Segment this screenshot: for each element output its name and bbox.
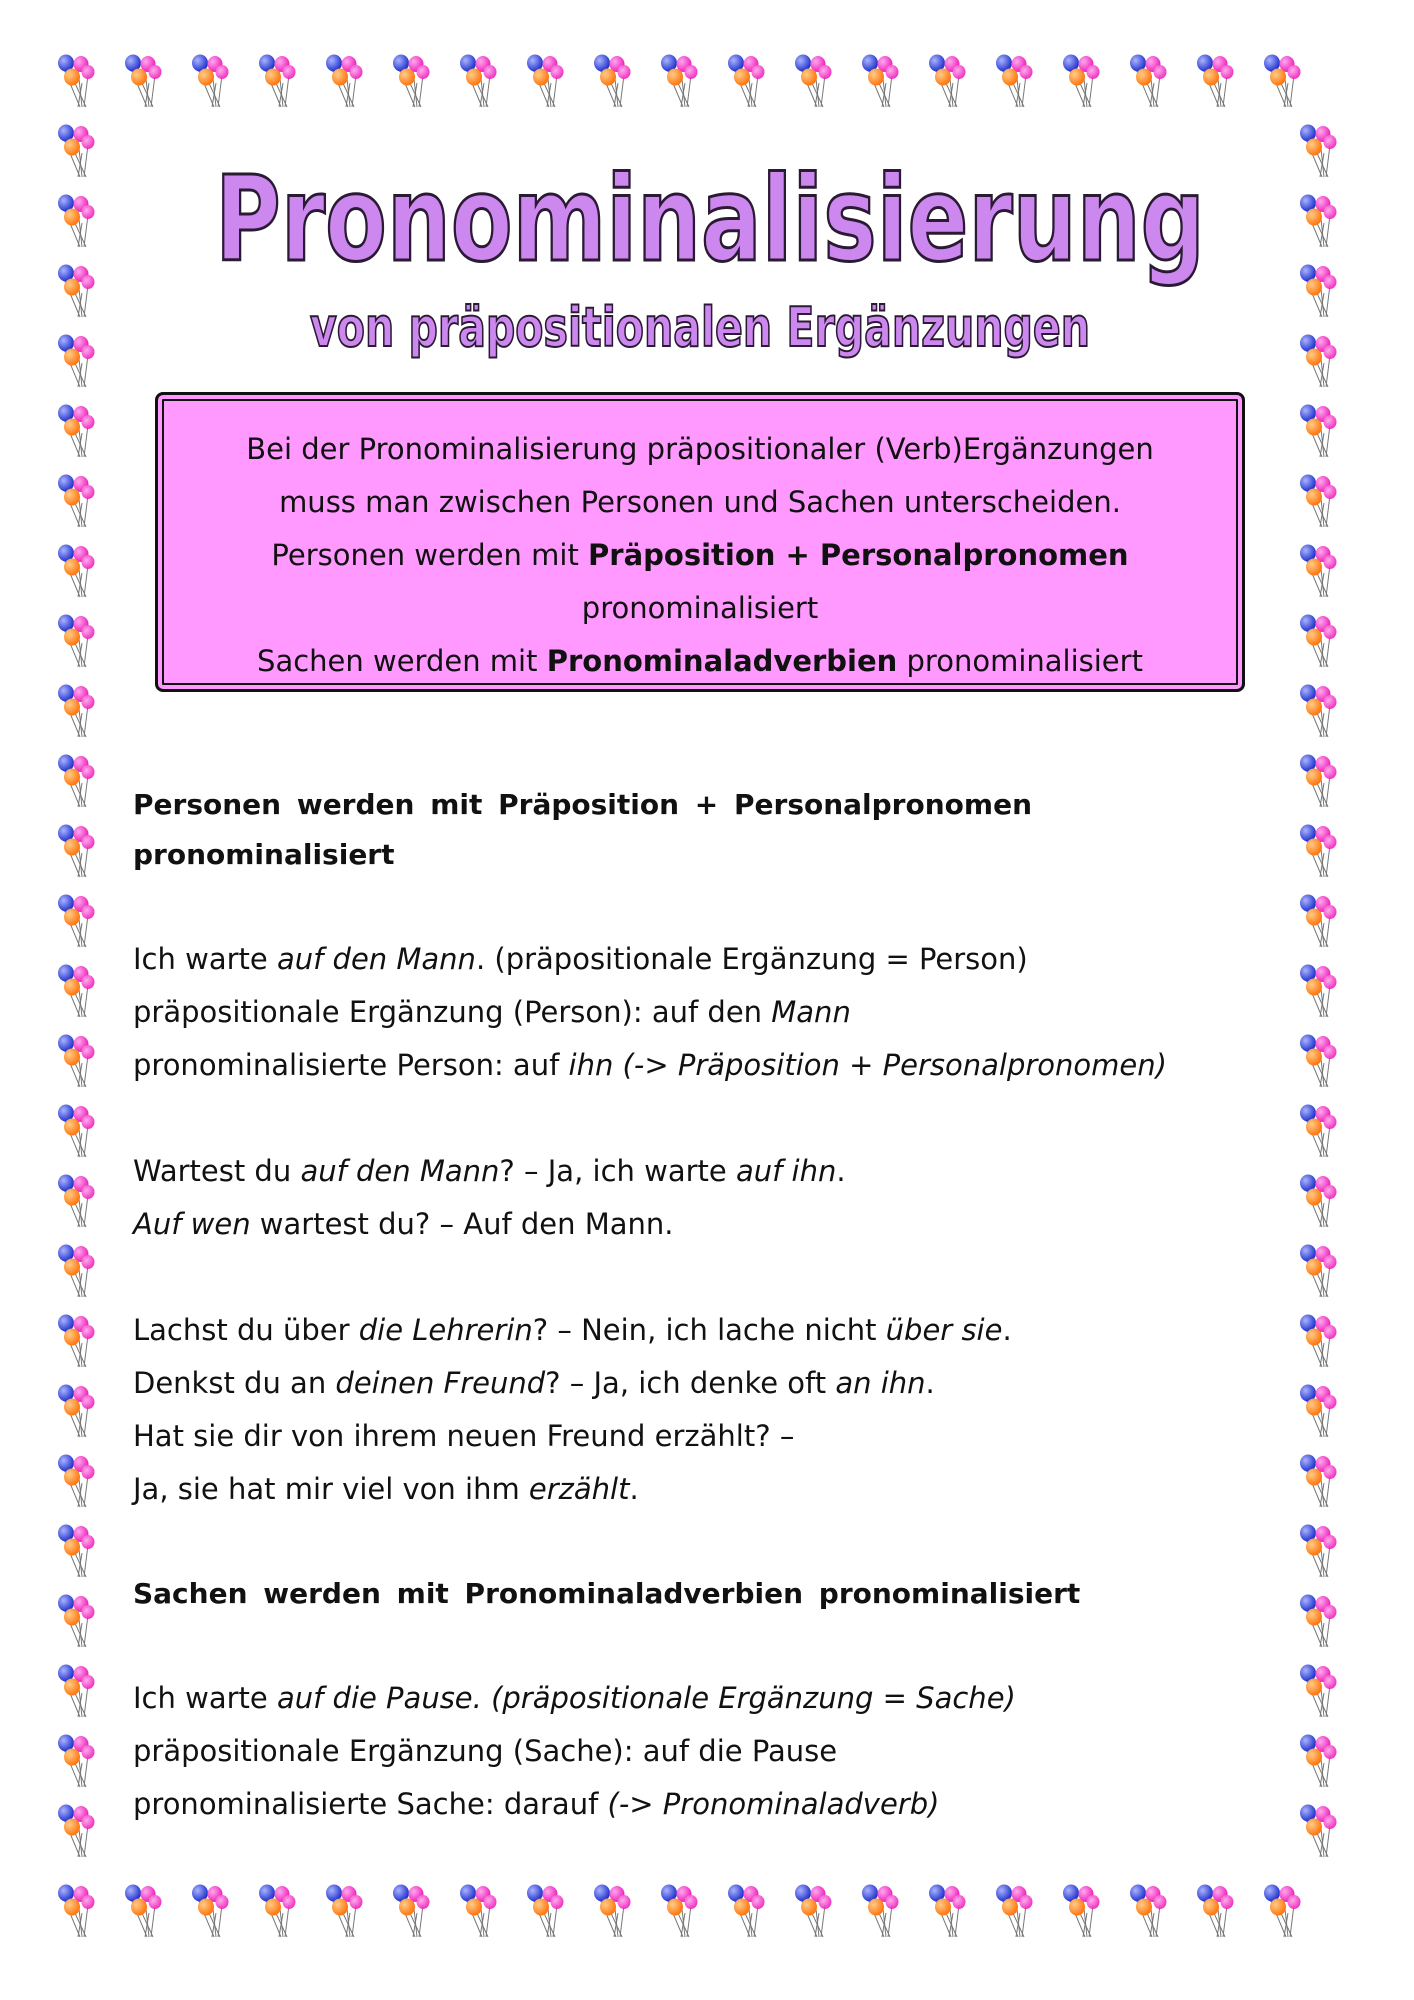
example-line: Ja, sie hat mir viel von ihm erzählt. [133, 1472, 639, 1506]
balloon-bunch-icon [460, 1885, 497, 1938]
balloon-bunch-icon [58, 1665, 95, 1718]
balloon-bunch-icon [58, 1885, 95, 1938]
info-emphasis: Präposition + Personalpronomen [588, 538, 1129, 572]
balloon-bunch-icon [58, 545, 95, 598]
balloon-bunch-icon [1300, 335, 1337, 388]
balloon-bunch-icon [58, 895, 95, 948]
balloon-bunch-icon [862, 55, 899, 108]
balloon-bunch-icon [795, 1885, 832, 1938]
balloon-bunch-icon [1300, 1245, 1337, 1298]
balloon-bunch-icon [1300, 685, 1337, 738]
balloon-bunch-icon [58, 755, 95, 808]
example-line: Auf wen wartest du? – Auf den Mann. [133, 1207, 674, 1241]
balloon-bunch-icon [58, 1175, 95, 1228]
balloon-bunch-icon [58, 965, 95, 1018]
balloon-bunch-icon [58, 1385, 95, 1438]
balloon-bunch-icon [58, 195, 95, 248]
balloon-bunch-icon [1300, 1455, 1337, 1508]
balloon-bunch-icon [1300, 1035, 1337, 1088]
balloon-bunch-icon [594, 55, 631, 108]
info-line [158, 476, 1242, 529]
balloon-bunch-icon [58, 825, 95, 878]
balloon-bunch-icon [125, 1885, 162, 1938]
info-text: pronominalisiert [897, 644, 1143, 678]
balloon-bunch-icon [58, 1455, 95, 1508]
example-line: pronominalisierte Person: auf ihn (-> Präposition + Personalpronomen) [133, 1048, 1167, 1082]
balloon-bunch-icon [1063, 55, 1100, 108]
balloon-bunch-icon [1264, 55, 1301, 108]
balloon-bunch-icon [1130, 55, 1167, 108]
example-line: präpositionale Ergänzung (Sache): auf die Pause [133, 1734, 838, 1768]
info-text: Sachen werden mit [257, 644, 547, 678]
section-heading-persons: Personen werden mit Präposition + Personalpronomen pronominalisiert [133, 788, 1032, 871]
example-line: Wartest du auf den Mann? – Ja, ich warte auf ihn. [133, 1154, 846, 1188]
balloon-bunch-icon [1300, 195, 1337, 248]
balloon-bunch-icon [1300, 125, 1337, 178]
balloon-bunch-icon [1300, 1735, 1337, 1788]
info-emphasis: Pronominaladverbien [546, 644, 898, 678]
balloon-bunch-icon [58, 1035, 95, 1088]
balloon-bunch-icon [1300, 1665, 1337, 1718]
balloon-bunch-icon [125, 55, 162, 108]
info-text: Bei der Pronominalisierung präpositionaler (Verb)Ergänzungen [246, 432, 1154, 466]
balloon-bunch-icon [58, 1105, 95, 1158]
balloon-bunch-icon [661, 1885, 698, 1938]
balloon-bunch-icon [192, 1885, 229, 1938]
page-subtitle [300, 288, 1100, 368]
balloon-bunch-icon [527, 1885, 564, 1938]
balloon-bunch-icon [58, 125, 95, 178]
page-title [200, 140, 1220, 300]
balloon-bunch-icon [1300, 1525, 1337, 1578]
balloon-bunch-icon [1300, 755, 1337, 808]
balloon-bunch-icon [1300, 965, 1337, 1018]
balloon-bunch-icon [1300, 615, 1337, 668]
balloon-bunch-icon [58, 615, 95, 668]
balloon-bunch-icon [862, 1885, 899, 1938]
balloon-bunch-icon [1300, 1175, 1337, 1228]
balloon-bunch-icon [58, 1315, 95, 1368]
section-heading-things: Sachen werden mit Pronominaladverbien pronominalisiert [133, 1577, 1081, 1610]
balloon-bunch-icon [1300, 475, 1337, 528]
balloon-bunch-icon [259, 1885, 296, 1938]
balloon-bunch-icon [393, 55, 430, 108]
example-line: präpositionale Ergänzung (Person): auf den Mann [133, 995, 851, 1029]
example-line: Denkst du an deinen Freund? – Ja, ich denke oft an ihn. [133, 1366, 935, 1400]
balloon-bunch-icon [1300, 1595, 1337, 1648]
balloon-bunch-icon [58, 335, 95, 388]
balloon-bunch-icon [996, 55, 1033, 108]
info-line [158, 423, 1242, 476]
balloon-bunch-icon [192, 55, 229, 108]
info-line [158, 582, 1242, 635]
balloon-bunch-icon [58, 55, 95, 108]
info-line [158, 529, 1242, 582]
balloon-bunch-icon [1264, 1885, 1301, 1938]
balloon-bunch-icon [795, 55, 832, 108]
balloon-bunch-icon [527, 55, 564, 108]
content [133, 780, 1283, 1831]
balloon-bunch-icon [929, 55, 966, 108]
balloon-bunch-icon [1197, 1885, 1234, 1938]
title-text: Pronominalisierung [215, 150, 1205, 288]
balloon-bunch-icon [393, 1885, 430, 1938]
balloon-bunch-icon [1300, 405, 1337, 458]
info-box [155, 392, 1245, 692]
balloon-bunch-icon [728, 55, 765, 108]
balloon-bunch-icon [58, 685, 95, 738]
balloon-bunch-icon [460, 55, 497, 108]
info-text: Personen werden mit [271, 538, 589, 572]
info-text: pronominalisiert [581, 591, 819, 625]
balloon-bunch-icon [996, 1885, 1033, 1938]
balloon-bunch-icon [1300, 1385, 1337, 1438]
balloon-bunch-icon [58, 1735, 95, 1788]
balloon-bunch-icon [1197, 55, 1234, 108]
example-line: Lachst du über die Lehrerin? – Nein, ich lache nicht über sie. [133, 1313, 1012, 1347]
balloon-bunch-icon [58, 405, 95, 458]
balloon-bunch-icon [58, 475, 95, 528]
balloon-bunch-icon [728, 1885, 765, 1938]
example-line: Hat sie dir von ihrem neuen Freund erzählt? – [133, 1419, 795, 1453]
balloon-bunch-icon [58, 1245, 95, 1298]
balloon-bunch-icon [58, 1525, 95, 1578]
balloon-bunch-icon [1300, 265, 1337, 318]
balloon-bunch-icon [1130, 1885, 1167, 1938]
balloon-bunch-icon [259, 55, 296, 108]
info-text: muss man zwischen Personen und Sachen unterscheiden. [279, 485, 1121, 519]
balloon-bunch-icon [1300, 1805, 1337, 1858]
balloon-bunch-icon [58, 265, 95, 318]
example-line: Ich warte auf die Pause. (präpositionale Ergänzung = Sache) [133, 1681, 1016, 1715]
balloon-bunch-icon [326, 1885, 363, 1938]
balloon-bunch-icon [58, 1805, 95, 1858]
balloon-bunch-icon [58, 1595, 95, 1648]
example-line: pronominalisierte Sache: darauf (-> Pronominaladverb) [133, 1787, 940, 1821]
subtitle-text: von präpositionalen Ergänzungen [310, 296, 1090, 359]
balloon-bunch-icon [1300, 895, 1337, 948]
balloon-bunch-icon [661, 55, 698, 108]
example-line: Ich warte auf den Mann. (präpositionale Ergänzung = Person) [133, 942, 1028, 976]
balloon-bunch-icon [929, 1885, 966, 1938]
balloon-bunch-icon [326, 55, 363, 108]
balloon-bunch-icon [1300, 545, 1337, 598]
balloon-bunch-icon [1063, 1885, 1100, 1938]
balloon-bunch-icon [1300, 1315, 1337, 1368]
info-line [158, 635, 1242, 688]
balloon-bunch-icon [1300, 1105, 1337, 1158]
balloon-bunch-icon [1300, 825, 1337, 878]
balloon-bunch-icon [594, 1885, 631, 1938]
